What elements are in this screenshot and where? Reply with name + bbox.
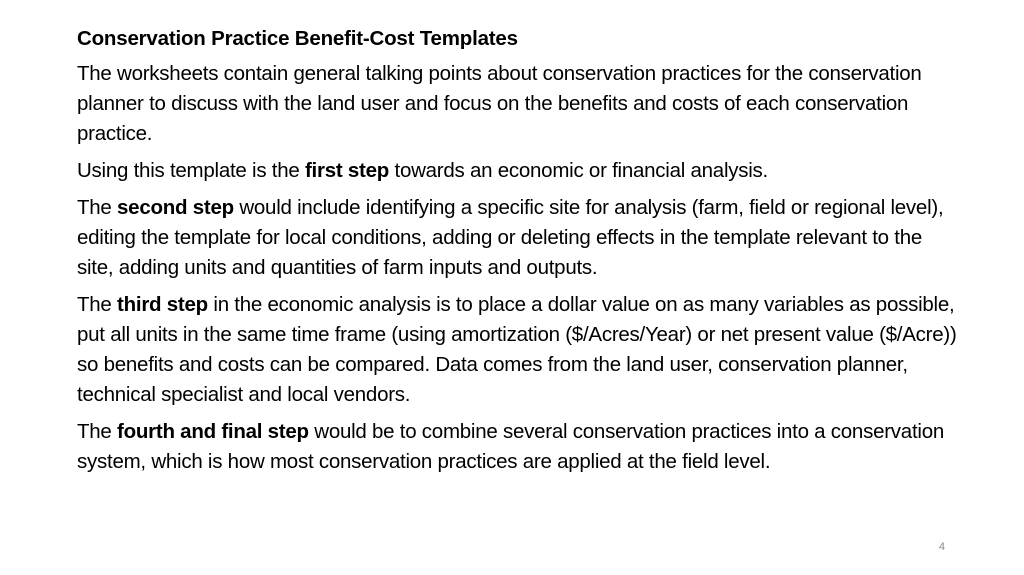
paragraph-text-after: towards an economic or financial analysis. <box>389 159 769 182</box>
slide-content <box>77 24 957 484</box>
paragraph-text: The worksheets contain general talking points about conservation practices for the conservation planner to discuss with the land user and focus on the benefits and costs of each conservation practice. <box>77 62 922 145</box>
paragraph-text-before: The <box>77 293 118 316</box>
paragraph-text-before: The <box>77 196 118 219</box>
paragraph-fourth-step <box>77 417 957 477</box>
paragraph-third-step <box>77 290 957 410</box>
paragraph-text-after: would be to combine several conservation practices into a conservation system, which is how most conservation practices are applied at the field level. <box>77 420 944 473</box>
paragraph-worksheets <box>77 59 957 149</box>
slide-title: Conservation Practice Benefit-Cost Templates <box>77 27 518 50</box>
paragraph-text-before: The <box>77 420 118 443</box>
step-emphasis: first step <box>304 159 390 182</box>
page-number: 4 <box>938 541 945 553</box>
paragraph-text-before: Using this template is the <box>77 159 305 182</box>
paragraph-text-after: in the economic analysis is to place a dollar value on as many variables as possible, put all units in the same time frame (using amortization ($/Acres/Year) or net present value ($/Acre)) so benefits and costs can be compared. Data comes from the land user, conservation planner, technical specialist and local vendors. <box>77 293 957 406</box>
paragraph-text-after: would include identifying a specific site for analysis (farm, field or regional level), editing the template for local conditions, adding or deleting effects in the template relevant to the site, adding units and quantities of farm inputs and outputs. <box>77 196 944 279</box>
step-emphasis: fourth and final step <box>117 420 309 443</box>
paragraph-first-step <box>77 156 957 186</box>
step-emphasis: third step <box>117 293 208 316</box>
step-emphasis: second step <box>117 196 234 219</box>
paragraph-second-step <box>77 193 957 283</box>
